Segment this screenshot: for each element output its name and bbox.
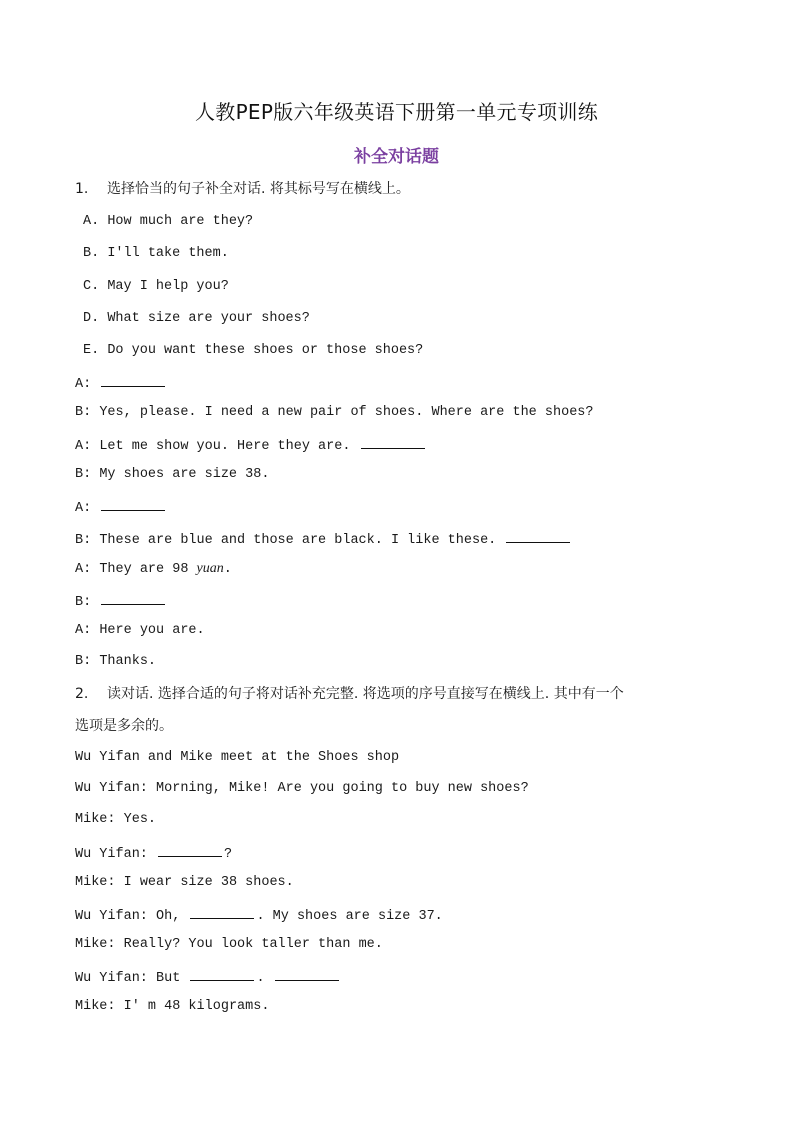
dialogue-line — [75, 372, 167, 395]
punctuation: . — [256, 971, 265, 986]
option-label: A. — [83, 214, 100, 229]
dialogue-text: But — [156, 971, 181, 986]
answer-blank[interactable] — [101, 590, 165, 605]
option-text: Do you want these shoes or those shoes? — [107, 343, 424, 358]
answer-blank[interactable] — [190, 904, 254, 919]
dialogue-line — [75, 842, 232, 865]
document-subtitle: 补全对话题 — [354, 147, 439, 167]
currency-word: yuan — [196, 561, 224, 576]
answer-blank[interactable] — [101, 496, 165, 511]
dialogue-line — [75, 496, 167, 519]
dialogue-line — [75, 966, 341, 989]
option-label: D. — [83, 311, 100, 326]
speaker-label: A: — [75, 439, 92, 454]
dialogue-text: Let me show you. Here they are. — [99, 439, 351, 454]
dialogue-text: Oh, — [156, 909, 181, 924]
dialogue-text: Really? You look taller than me. — [123, 937, 383, 952]
speaker-label: Wu Yifan: — [75, 909, 148, 924]
dialogue-text: Yes. — [123, 812, 157, 827]
dialogue-line — [75, 465, 269, 485]
dialogue-line — [75, 810, 156, 830]
dialogue-line — [75, 528, 572, 551]
document-title: 人教PEP版六年级英语下册第一单元专项训练 — [194, 100, 599, 124]
punctuation: . — [223, 562, 232, 577]
speaker-label: B: — [75, 467, 92, 482]
speaker-label: B: — [75, 533, 92, 548]
scene-description: Wu Yifan and Mike meet at the Shoes shop — [75, 750, 400, 765]
dialogue-text: These are blue and those are black. I like these. — [99, 533, 497, 548]
question-number: 2. — [75, 686, 89, 702]
dialogue-line — [75, 873, 294, 893]
speaker-label: A: — [75, 377, 92, 392]
option-text: What size are your shoes? — [107, 311, 310, 326]
speaker-label: A: — [75, 623, 92, 638]
option-label: B. — [83, 246, 100, 261]
option-text: May I help you? — [107, 279, 229, 294]
dialogue-line — [75, 434, 427, 457]
speaker-label: A: — [75, 501, 92, 516]
dialogue-text: Yes, please. I need a new pair of shoes. Where are the shoes? — [99, 405, 594, 420]
dialogue-line — [75, 935, 383, 955]
punctuation: ? — [224, 847, 233, 862]
dialogue-text: . My shoes are size 37. — [256, 909, 443, 924]
speaker-label: Mike: — [75, 875, 116, 890]
dialogue-line — [75, 904, 443, 927]
answer-blank[interactable] — [506, 528, 570, 543]
option-label: C. — [83, 279, 100, 294]
dialogue-text: They are 98 — [99, 562, 189, 577]
instruction-text: 选择恰当的句子补全对话. 将其标号写在横线上。 — [107, 181, 410, 197]
answer-blank[interactable] — [101, 372, 165, 387]
speaker-label: A: — [75, 562, 92, 577]
dialogue-line — [75, 590, 167, 613]
speaker-label: Wu Yifan: — [75, 781, 148, 796]
dialogue-line — [75, 559, 232, 580]
option-d — [83, 309, 310, 329]
option-a — [83, 212, 253, 232]
dialogue-text: Morning, Mike! Are you going to buy new shoes? — [156, 781, 529, 796]
dialogue-line — [75, 779, 529, 799]
dialogue-text: Here you are. — [99, 623, 205, 638]
option-text: How much are they? — [107, 214, 254, 229]
dialogue-text: I wear size 38 shoes. — [123, 875, 294, 890]
speaker-label: B: — [75, 654, 92, 669]
dialogue-text: My shoes are size 38. — [99, 467, 270, 482]
dialogue-line — [75, 621, 205, 641]
dialogue-line — [75, 403, 594, 423]
option-e — [83, 341, 423, 361]
speaker-label: Mike: — [75, 937, 116, 952]
option-text: I'll take them. — [107, 246, 229, 261]
answer-blank[interactable] — [361, 434, 425, 449]
option-label: E. — [83, 343, 100, 358]
answer-blank[interactable] — [158, 842, 222, 857]
option-b — [83, 244, 229, 264]
dialogue-line — [75, 652, 156, 672]
speaker-label: B: — [75, 405, 92, 420]
question-2-instruction — [75, 684, 624, 704]
speaker-label: Wu Yifan: — [75, 971, 148, 986]
answer-blank[interactable] — [190, 966, 254, 981]
speaker-label: B: — [75, 595, 92, 610]
question-1-instruction — [75, 179, 410, 199]
answer-blank[interactable] — [275, 966, 339, 981]
dialogue-text: I' m 48 kilograms. — [123, 999, 270, 1014]
speaker-label: Mike: — [75, 812, 116, 827]
dialogue-text: Thanks. — [99, 654, 157, 669]
speaker-label: Wu Yifan: — [75, 847, 148, 862]
speaker-label: Mike: — [75, 999, 116, 1014]
instruction-text: 读对话. 选择合适的句子将对话补充完整. 将选项的序号直接写在横线上. 其中有一个 — [107, 686, 624, 702]
question-2-instruction-cont: 选项是多余的。 — [75, 718, 173, 734]
option-c — [83, 277, 229, 297]
question-number: 1. — [75, 181, 89, 197]
dialogue-line — [75, 997, 269, 1017]
